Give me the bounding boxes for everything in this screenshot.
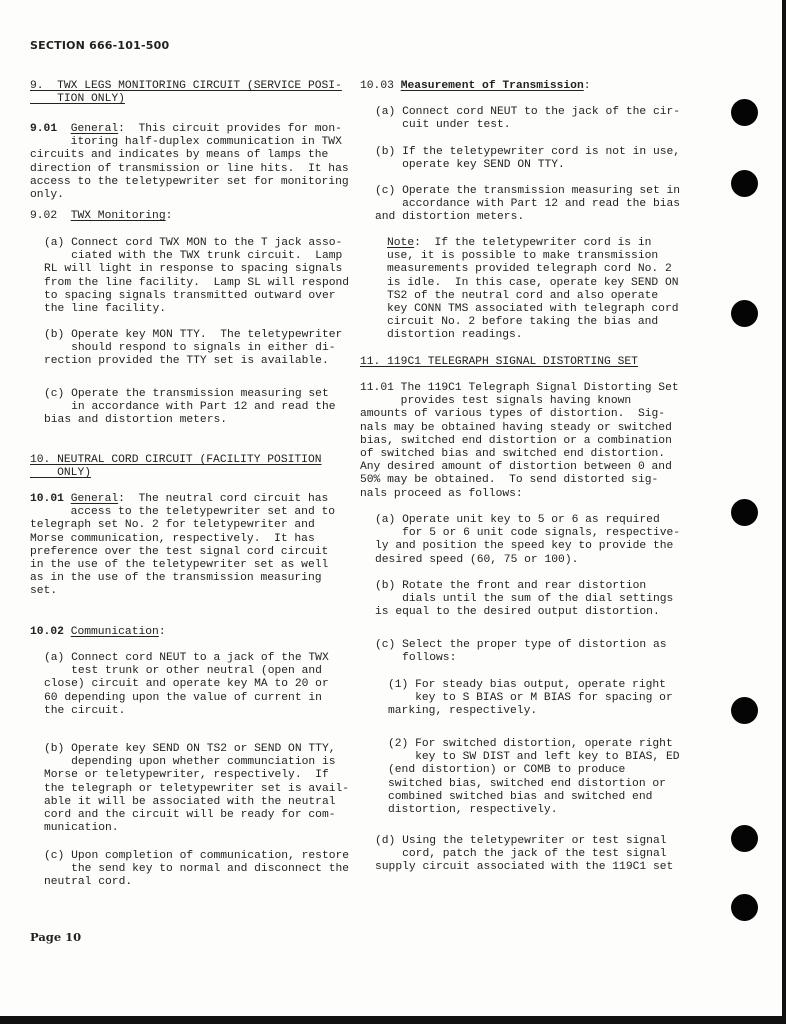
item-10-02-c: (c) Upon completion of communication, restore the send key to normal and disconnect the neutral cord. <box>44 850 350 889</box>
paragraph-label: Measurement of Transmission <box>400 80 584 92</box>
paragraph-number: 10.03 <box>360 80 394 92</box>
note-text: use, it is possible to make transmission measurements provided telegraph cord No. 2 is idle. In this case, operate key SEND ON TS2 of the neutral cord and also operate key CONN TMS associated with telegraph cord circuit No. 2 before taking the bias and distortion readings. <box>387 250 679 342</box>
paragraph-colon: : <box>583 80 591 92</box>
section-9-title-line1: 9. TWX LEGS MONITORING CIRCUIT (SERVICE POSI- <box>30 80 342 92</box>
note-block <box>387 237 679 343</box>
section-10-title: 10. NEUTRAL CORD CIRCUIT (FACILITY POSITION <box>30 454 322 466</box>
paragraph-label: General <box>70 123 119 135</box>
punch-hole-icon <box>731 170 758 197</box>
note-label: Note <box>387 237 415 249</box>
paragraph-number: 9.01 <box>30 123 58 135</box>
item-11-01-c: (c) Select the proper type of distortion as follows: <box>375 639 667 665</box>
paragraph-9-01 <box>30 123 349 202</box>
item-10-02-a: (a) Connect cord NEUT to a jack of the TWX test trunk or other neutral (open and close) circuit and operate key MA to 20 or 60 depending upon the value of current in the circuit. <box>44 652 329 717</box>
paragraph-text: access to the teletypewriter set and to telegraph set No. 2 for teletypewriter and Morse communication, respectively. It has preference over the test signal cord circuit in the use of the teletypewriter set as well as in the use of the transmission measuring set. <box>30 506 336 598</box>
punch-hole-icon <box>731 825 758 852</box>
paragraph-text: : The neutral cord circuit has <box>118 493 329 505</box>
section-10-title-line2: ONLY) <box>30 467 92 479</box>
paragraph-9-02-heading <box>30 210 172 223</box>
paragraph-10-03-heading <box>360 80 591 93</box>
punch-hole-icon <box>731 499 758 526</box>
paragraph-colon: : <box>158 626 166 638</box>
paragraph-label: TWX Monitoring <box>70 210 166 222</box>
item-11-01-c-2: (2) For switched distortion, operate right key to SW DIST and left key to BIAS, ED (end distortion) or COMB to produce switched bias, switched end distortion or combined switched bias and switched end distortion, respectively. <box>388 738 680 817</box>
page-number: Page 10 <box>30 930 82 944</box>
punch-hole-icon <box>731 697 758 724</box>
section-9-title <box>30 80 342 93</box>
paragraph-label: Communication <box>70 626 159 638</box>
item-9-02-b: (b) Operate key MON TTY. The teletypewriter should respond to signals in either di- rection provided the TTY set is available. <box>44 329 343 368</box>
paragraph-text: itoring half-duplex communication in TWX circuits and indicates by means of lamps the direction of transmission or line hits. It has access to the teletypewriter set for monitoring only. <box>30 136 349 202</box>
section-number: SECTION 666-101-500 <box>30 39 170 52</box>
paragraph-number: 10.02 <box>30 626 64 638</box>
paragraph-number: 9.02 <box>30 210 58 222</box>
punch-hole-icon <box>731 894 758 921</box>
paragraph-label: General <box>70 493 119 505</box>
item-10-03-a: (a) Connect cord NEUT to the jack of the cir- cuit under test. <box>375 106 681 132</box>
note-text: : If the teletypewriter cord is in <box>414 237 652 249</box>
item-10-03-c: (c) Operate the transmission measuring set in accordance with Part 12 and read the bias and distortion meters. <box>375 185 681 224</box>
punch-hole-icon <box>731 99 758 126</box>
section-11-title: 11. 119C1 TELEGRAPH SIGNAL DISTORTING SET <box>360 356 638 368</box>
item-11-01-a: (a) Operate unit key to 5 or 6 as required for 5 or 6 unit code signals, respective- ly and position the speed key to provide the desired speed (60, 75 or 100). <box>375 514 681 566</box>
section-9-title-line2: TION ONLY) <box>30 93 125 105</box>
item-10-03-b: (b) If the teletypewriter cord is not in use, operate key SEND ON TTY. <box>375 146 681 172</box>
paragraph-number: 10.01 <box>30 493 64 505</box>
item-11-01-b: (b) Rotate the front and rear distortion dials until the sum of the dial settings is equal to the desired output distortion. <box>375 580 674 619</box>
paragraph-text: : This circuit provides for mon- <box>118 123 342 135</box>
paragraph-11-01: 11.01 The 119C1 Telegraph Signal Distorting Set provides test signals having known amounts of various types of distortion. Sig- nals may be obtained having steady or switched bias, switched end distortion or a combination of switched bias and switched end distortion. Any desired amount of distortion between 0 and 50% may be obtained. To send distorted sig- nals proceed as follows: <box>360 382 679 500</box>
section-9-title-cont <box>30 93 125 106</box>
paragraph-colon: : <box>165 210 173 222</box>
section-10-title-cont <box>30 467 91 480</box>
item-9-02-a: (a) Connect cord TWX MON to the T jack asso- ciated with the TWX trunk circuit. Lamp RL will light in response to spacing signals from the line facility. Lamp SL will respond to spacing signals transmitted outward over the line facility. <box>44 237 350 316</box>
paragraph-10-02-heading <box>30 626 166 639</box>
paragraph-10-01 <box>30 493 335 599</box>
punch-hole-icon <box>731 300 758 327</box>
item-11-01-c-1: (1) For steady bias output, operate right key to S BIAS or M BIAS for spacing or marking, respectively. <box>388 679 673 718</box>
item-10-02-b: (b) Operate key SEND ON TS2 or SEND ON TTY, depending upon whether communciation is Morse or teletypewriter, respectively. If the telegraph or teletypewriter set is avail- able it will be associated with the neutral cord and the circuit will be ready for com- munication. <box>44 743 350 835</box>
item-9-02-c: (c) Operate the transmission measuring set in accordance with Part 12 and read the bias and distortion meters. <box>44 388 336 427</box>
item-11-01-d: (d) Using the teletypewriter or test signal cord, patch the jack of the test signal supply circuit associated with the 119C1 set <box>375 835 674 874</box>
